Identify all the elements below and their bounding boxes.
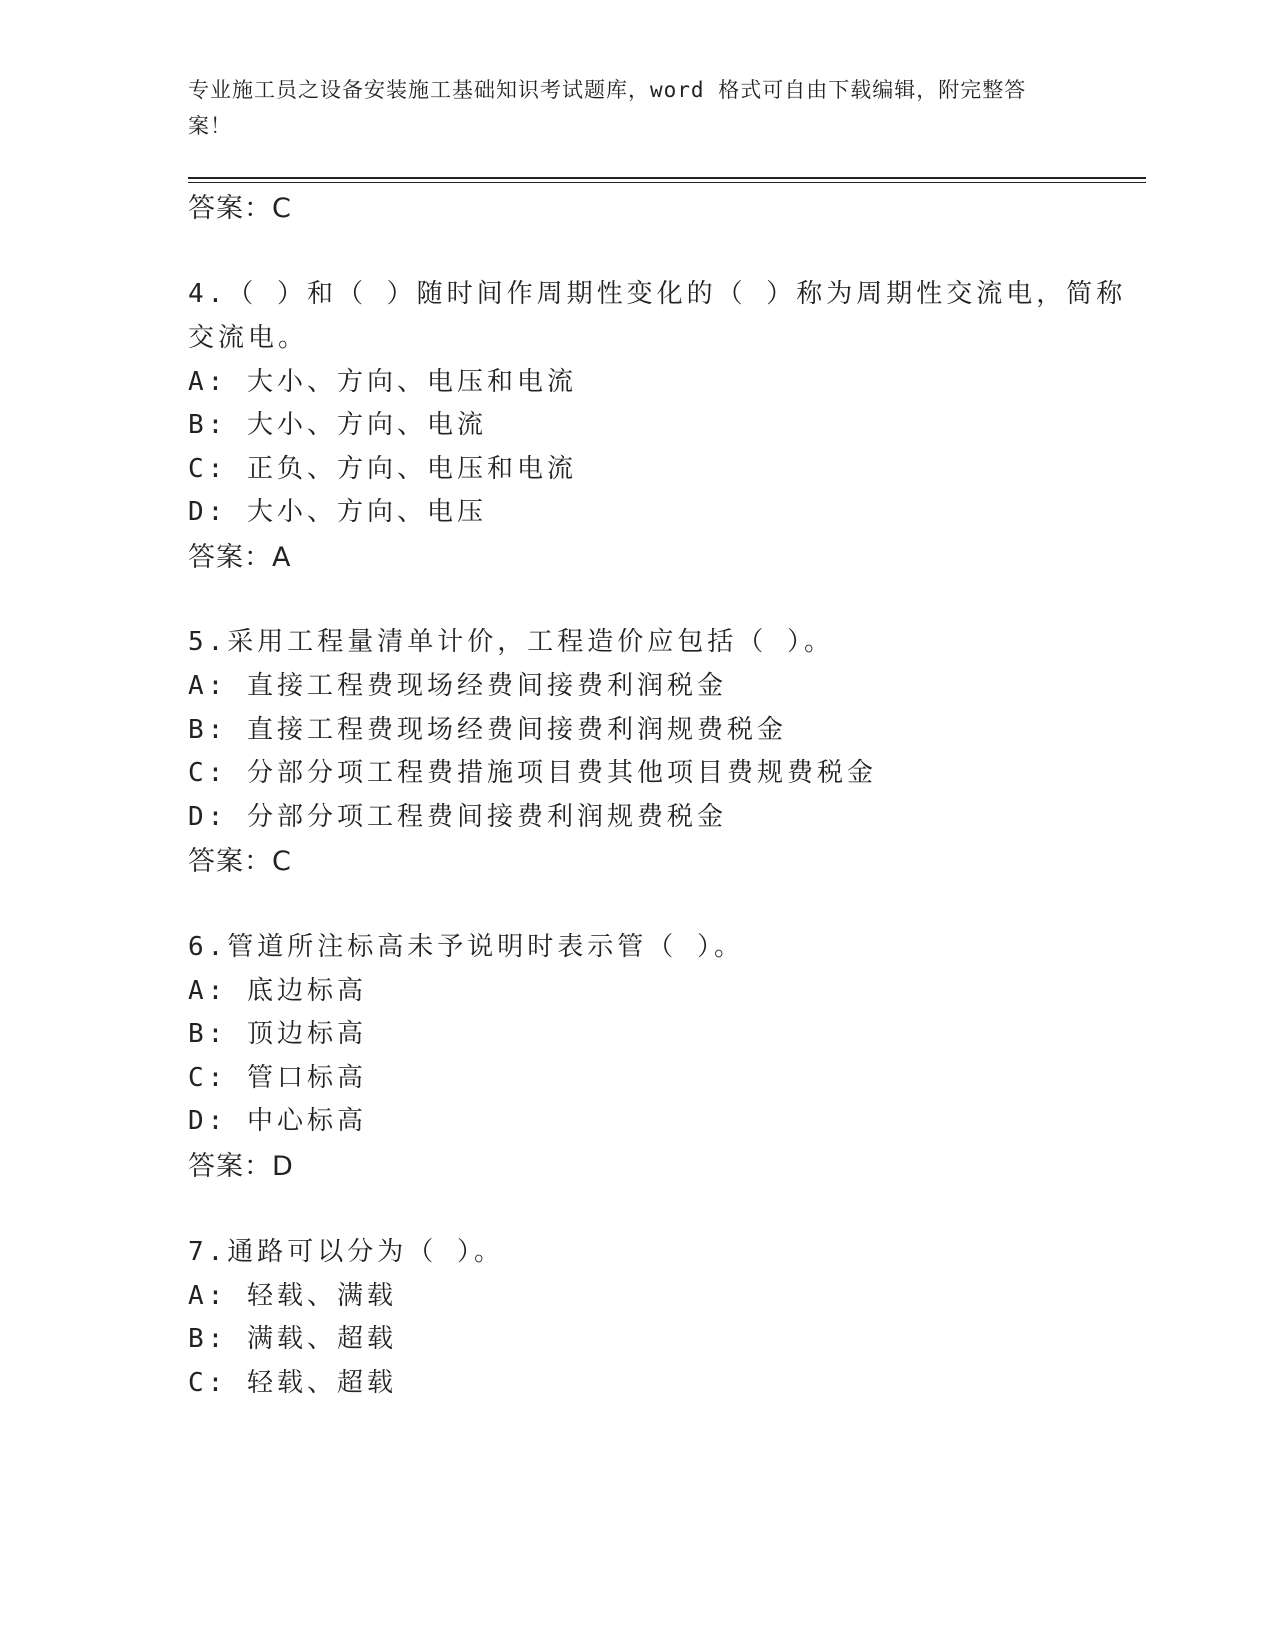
question-6-option-a: A: 底边标高 <box>188 976 367 1006</box>
question-7-option-a: A: 轻载、满载 <box>188 1281 397 1311</box>
question-7-stem: 7.通路可以分为（ ）。 <box>188 1237 504 1267</box>
question-5-option-c: C: 分部分项工程费措施项目费其他项目费规费税金 <box>188 758 877 788</box>
question-6-option-c: C: 管口标高 <box>188 1063 367 1093</box>
question-6-option-d: D: 中心标高 <box>188 1106 367 1136</box>
header-divider <box>188 177 1146 179</box>
question-7-option-c: C: 轻载、超载 <box>188 1368 397 1398</box>
answer-q6: 答案：D <box>188 1151 294 1182</box>
answer-q4: 答案：A <box>188 542 292 573</box>
question-6-option-b: B: 顶边标高 <box>188 1019 367 1049</box>
question-5-option-d: D: 分部分项工程费间接费利润规费税金 <box>188 802 727 832</box>
question-5-option-b: B: 直接工程费现场经费间接费利润规费税金 <box>188 715 787 745</box>
question-4-stem-line2: 交流电。 <box>188 323 309 353</box>
question-5-option-a: A: 直接工程费现场经费间接费利润税金 <box>188 671 727 701</box>
answer-q3: 答案：C <box>188 193 292 224</box>
question-4-option-c: C: 正负、方向、电压和电流 <box>188 454 577 484</box>
header-divider-thin <box>188 182 1146 183</box>
question-4-option-a: A: 大小、方向、电压和电流 <box>188 367 577 397</box>
question-7-option-b: B: 满载、超载 <box>188 1324 397 1354</box>
question-5-stem: 5.采用工程量清单计价，工程造价应包括（ ）。 <box>188 627 834 657</box>
question-4-stem-line1: 4.（ ）和（ ）随时间作周期性变化的（ ）称为周期性交流电，简称 <box>188 279 1127 309</box>
question-6-stem: 6.管道所注标高未予说明时表示管（ ）。 <box>188 932 744 962</box>
answer-q5: 答案：C <box>188 846 292 877</box>
question-4-option-b: B: 大小、方向、电流 <box>188 410 487 440</box>
document-header: 专业施工员之设备安装施工基础知识考试题库，word 格式可自由下载编辑，附完整答案！ <box>188 78 1027 138</box>
question-4-option-d: D: 大小、方向、电压 <box>188 497 487 527</box>
